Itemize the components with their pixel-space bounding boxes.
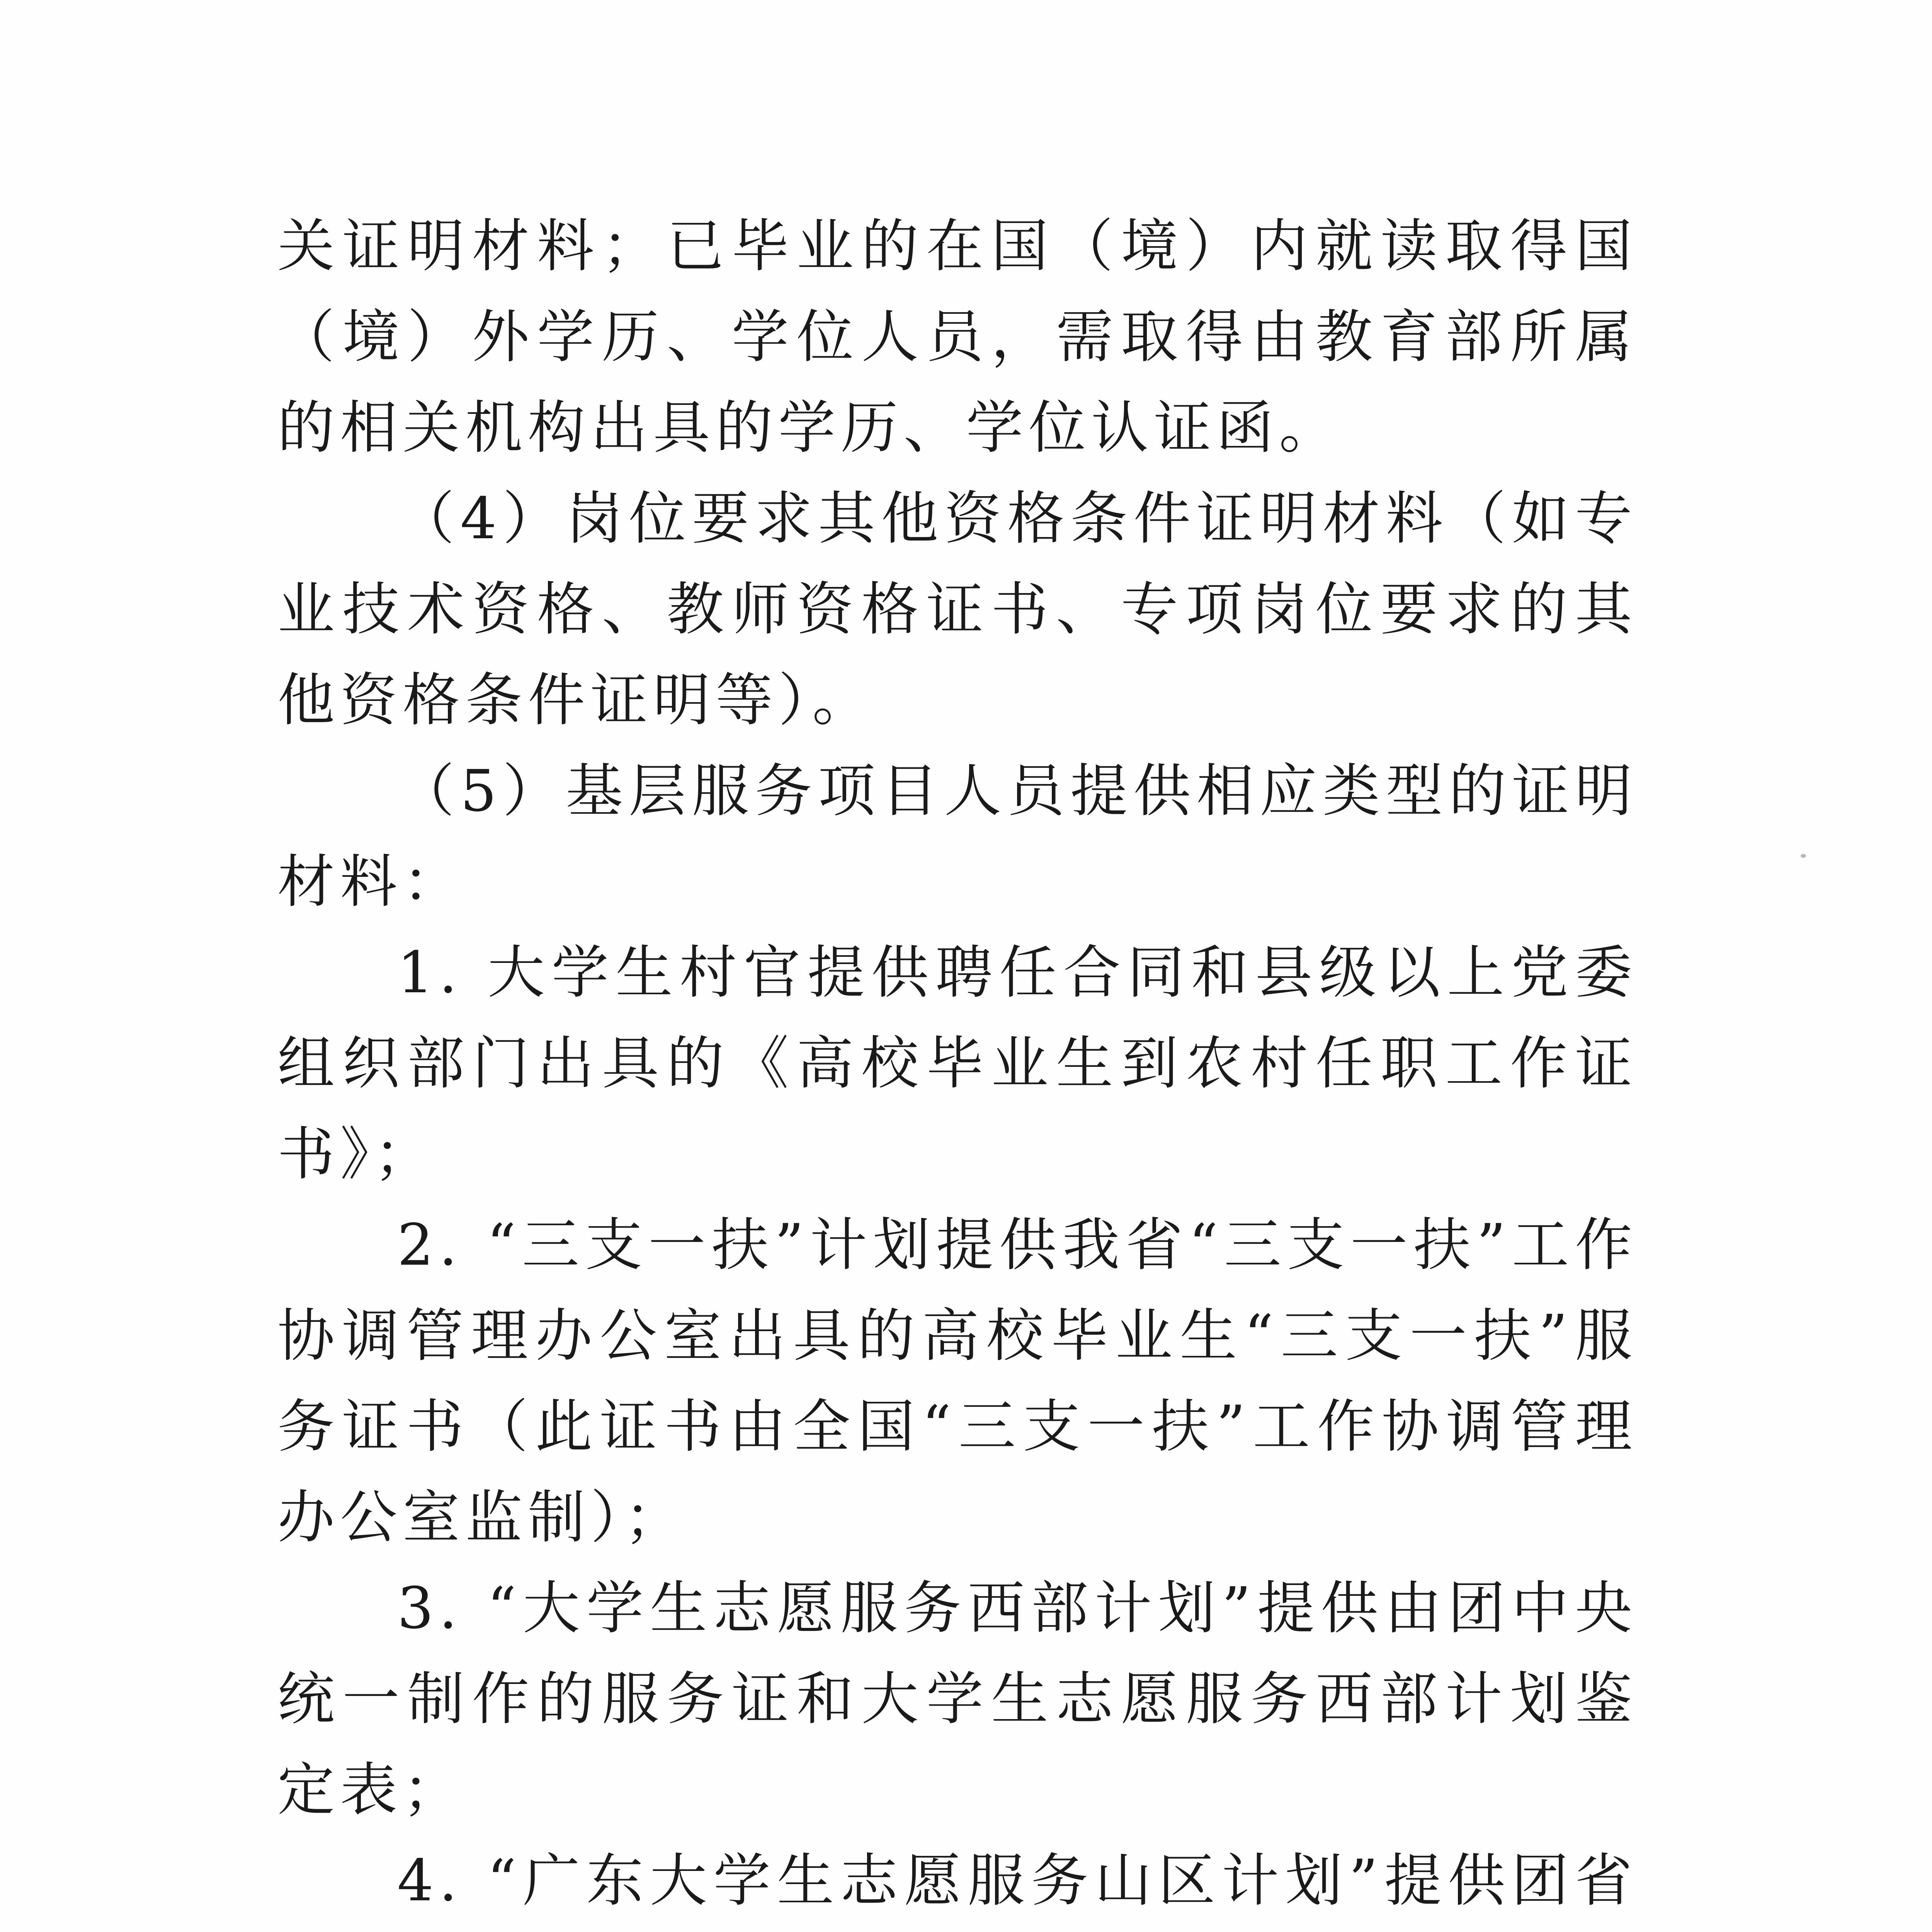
paragraph-7: 4. “广东大学生志愿服务山区计划”提供团省 (397, 1847, 1638, 1914)
body-text (277, 201, 1638, 1932)
scan-speck (1801, 854, 1806, 858)
paragraph-3: （5）基层服务项目人员提供相应类型的证明材料： (277, 758, 1638, 915)
paragraph-2: （4）岗位要求其他资格条件证明材料（如专业技术资格、教师资格证书、专项岗位要求的其他资格条件证明等）。 (277, 485, 1638, 733)
paragraph-6: 3. “大学生志愿服务西部计划”提供由团中央统一制作的服务证和大学生志愿服务西部计划鉴定表； (277, 1575, 1638, 1823)
paragraph-4: 1. 大学生村官提供聘任合同和县级以上党委组织部门出具的《高校毕业生到农村任职工作证书》； (277, 939, 1638, 1187)
paragraph-1: 关证明材料；已毕业的在国（境）内就读取得国（境）外学历、学位人员，需取得由教育部所属的相关机构出具的学历、学位认证函。 (277, 213, 1638, 461)
paragraph-5: 2. “三支一扶”计划提供我省“三支一扶”工作协调管理办公室出具的高校毕业生“三支一扶”服务证书（此证书由全国“三支一扶”工作协调管理办公室监制）； (277, 1212, 1638, 1551)
